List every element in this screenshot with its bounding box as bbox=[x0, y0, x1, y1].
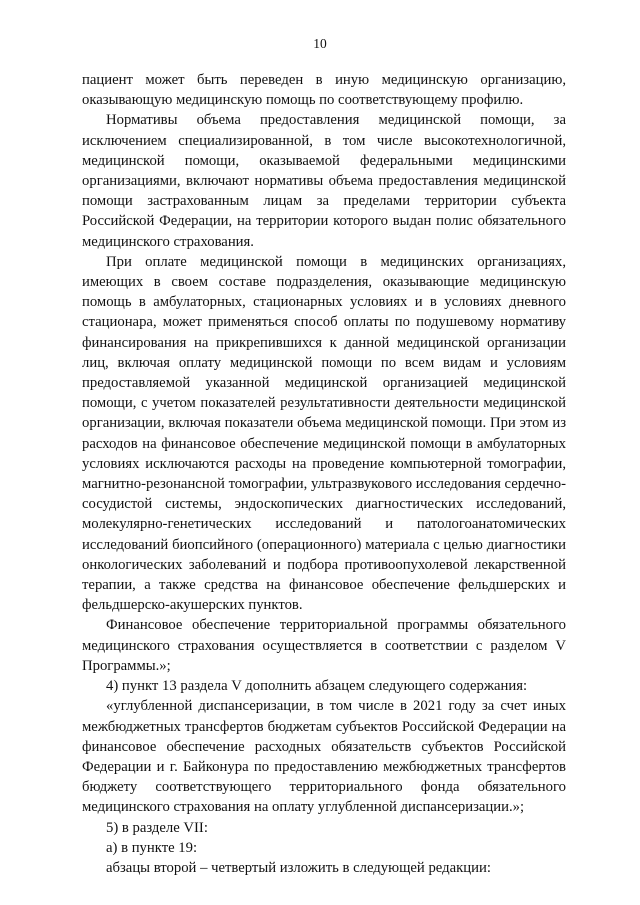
paragraph-9: абзацы второй – четвертый изложить в следующей редакции: bbox=[106, 859, 491, 876]
paragraph-7: 5) в разделе VII: bbox=[106, 819, 208, 836]
paragraph-4: Финансовое обеспечение территориальной программы обязательного медицинского страхования осуществляется в соответствии с разделом V Программы.»; bbox=[82, 617, 566, 674]
paragraph-3: При оплате медицинской помощи в медицинских организациях, имеющих в своем составе подразделения, оказывающие медицинскую помощь в амбулаторных, стационарных условиях и в условиях дневного стационара, может применяться способ оплаты по подушевому нормативу финансирования на прикрепившихся к данной медицинской организации лиц, включая оплату медицинской помощи по всем видам и условиям предоставляемой указанной медицинской организацией медицинской помощи, с учетом показателей результативности деятельности медицинской организации, включая показатели объема медицинской помощи. При этом из расходов на финансовое обеспечение медицинской помощи в амбулаторных условиях исключаются расходы на проведение компьютерной томографии, магнитно-резонансной томографии, ультразвукового исследования сердечно-сосудистой системы, эндоскопических диагностических исследований, молекулярно-генетических исследований и патологоанатомических исследований биопсийного (операционного) материала с целью диагностики онкологических заболеваний и подбора противоопухолевой лекарственной терапии, а также средства на финансовое обеспечение фельдшерских и фельдшерско-акушерских пунктов. bbox=[82, 253, 567, 614]
paragraph-5: 4) пункт 13 раздела V дополнить абзацем следующего содержания: bbox=[106, 678, 528, 695]
paragraph-8: а) в пункте 19: bbox=[106, 839, 198, 856]
page-number: 10 bbox=[313, 36, 327, 51]
paragraph-2: Нормативы объема предоставления медицинской помощи, за исключением специализированной, в том числе высокотехнологичной, медицинской помощи, оказываемой федеральными медицинскими организациями, включают нормативы объема предоставления медицинской помощи застрахованным лицам за пределами территории субъекта Российской Федерации, на территории которого выдан полис обязательного медицинского страхования. bbox=[82, 112, 566, 250]
document-body bbox=[82, 70, 566, 878]
paragraph-1: пациент может быть переведен в иную медицинскую организацию, оказывающую медицинскую помощь по соответствующему профилю. bbox=[82, 72, 566, 109]
paragraph-6: «углубленной диспансеризации, в том числе в 2021 году за счет иных межбюджетных трансфертов бюджетам субъектов Российской Федерации на финансовое обеспечение расходных обязательств субъектов Российской Федерации и г. Байконура по предоставлению межбюджетных трансфертов бюджету соответствующего территориального фонда обязательного медицинского страхования на оплату углубленной диспансеризации.»; bbox=[82, 698, 566, 816]
